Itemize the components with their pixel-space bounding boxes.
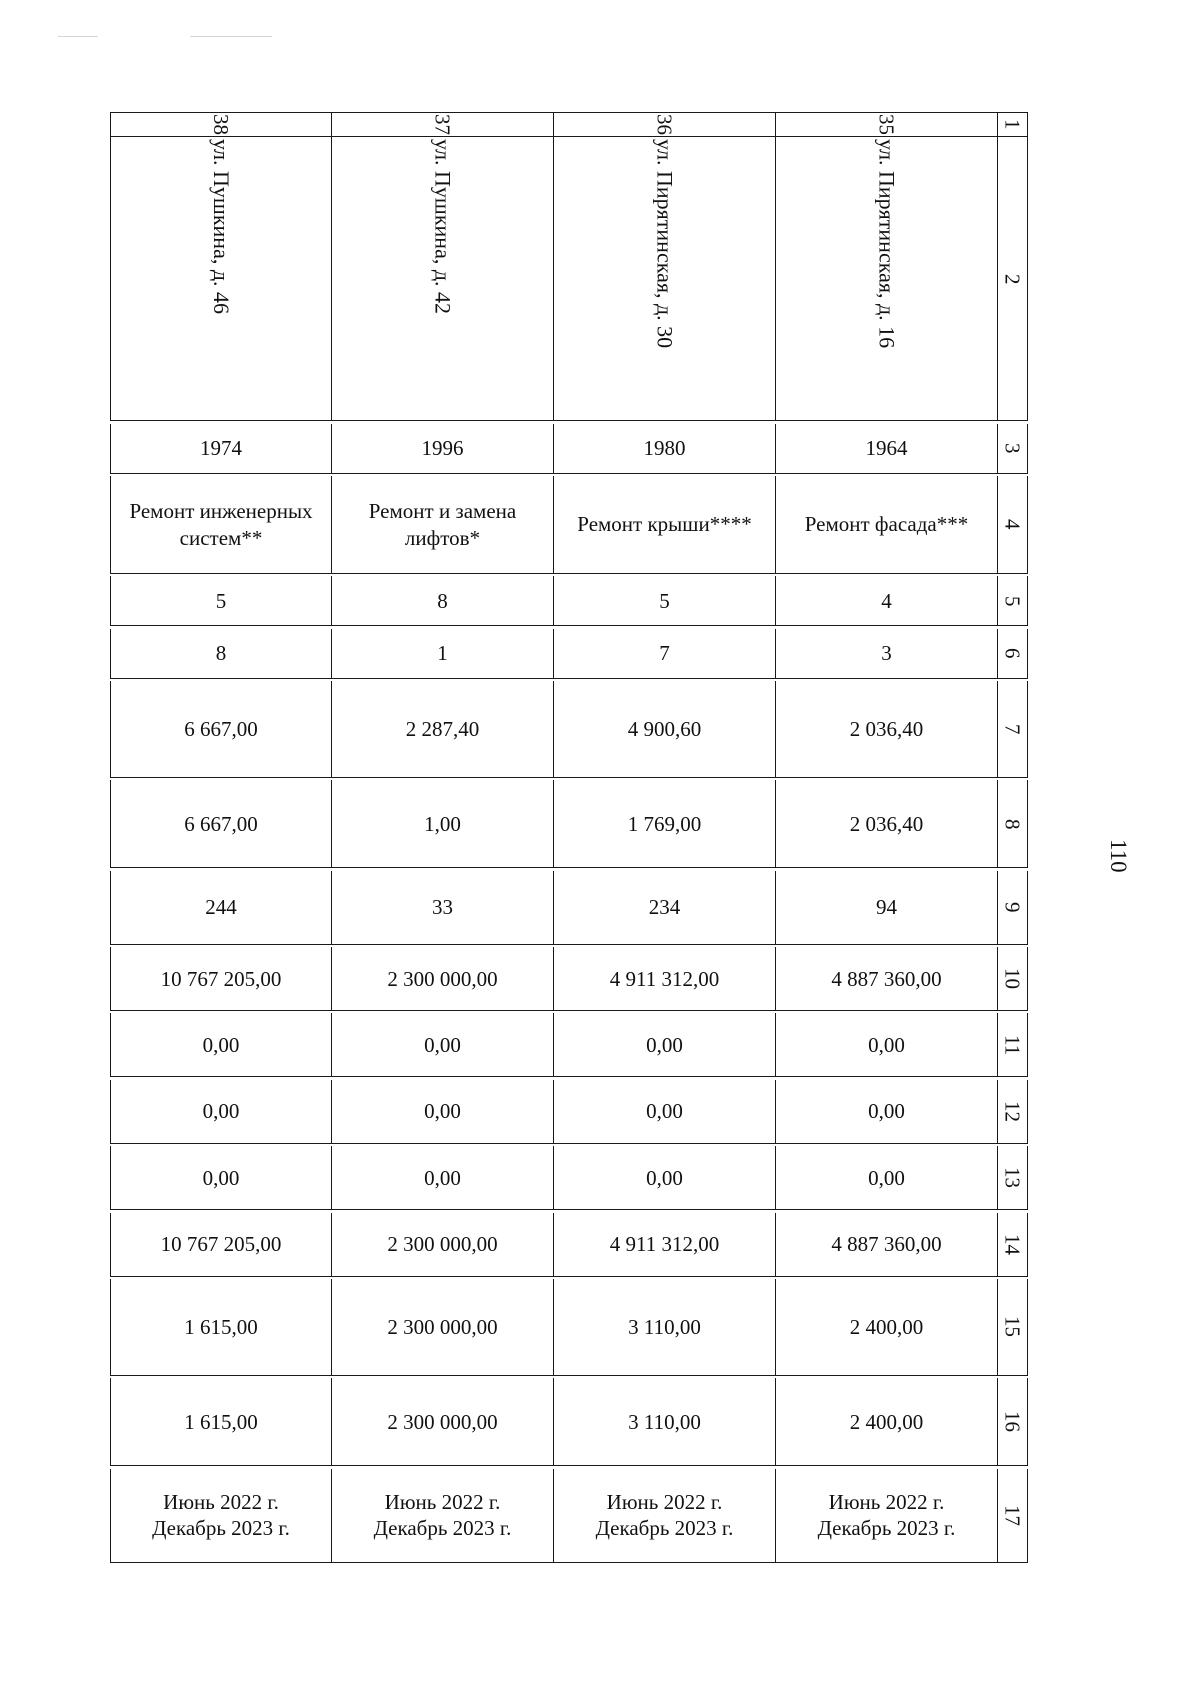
year: 1996	[421, 436, 464, 461]
column-number-cell	[998, 629, 1028, 679]
cell-value: 0,00	[202, 1165, 240, 1190]
cell-value: 0,00	[424, 1099, 461, 1124]
value-cell	[332, 629, 554, 679]
period-end: Декабрь 2023 г.	[817, 1516, 956, 1541]
period-end: Декабрь 2023 г.	[152, 1516, 290, 1541]
address: ул. Пирятинская, д. 30	[652, 139, 678, 349]
value-cell	[110, 1378, 332, 1466]
value-cell	[110, 576, 332, 626]
cell-value: 0,00	[868, 1165, 905, 1190]
column-number-cell	[998, 1080, 1028, 1144]
column-number: 13	[1000, 1167, 1025, 1189]
cell-value: 1 615,00	[184, 1314, 258, 1339]
year-cell	[776, 424, 998, 474]
value-cell	[332, 576, 554, 626]
value-cell	[776, 1279, 998, 1376]
cell-value: 33	[432, 895, 453, 920]
cell-value: 0,00	[646, 1032, 683, 1057]
period-start: Июнь 2022 г.	[163, 1489, 279, 1514]
value-cell	[332, 1279, 554, 1376]
value-cell	[776, 629, 998, 679]
year: 1980	[643, 436, 686, 461]
column-number: 17	[1000, 1504, 1025, 1526]
column-number: 12	[1000, 1100, 1025, 1122]
year-cell	[110, 424, 332, 474]
cell-value: 0,00	[424, 1165, 461, 1190]
value-cell	[776, 1378, 998, 1466]
entry-number-cell	[554, 112, 776, 137]
value-cell	[332, 780, 554, 868]
value-cell	[554, 871, 776, 945]
value-cell	[554, 947, 776, 1011]
column-number-cell	[998, 1469, 1028, 1563]
value-cell	[332, 1013, 554, 1077]
column-number-cell	[998, 871, 1028, 945]
period-cell	[554, 1469, 776, 1563]
value-cell	[554, 1013, 776, 1077]
scan-artifact	[58, 36, 98, 37]
scan-artifact	[190, 36, 272, 37]
entry-number-cell	[776, 112, 998, 137]
column-number-cell	[998, 112, 1028, 137]
cell-value: 0,00	[868, 1032, 905, 1057]
work-type: Ремонт фасада***	[804, 512, 969, 537]
cell-value: 0,00	[424, 1032, 461, 1057]
period-cell	[776, 1469, 998, 1563]
column-number-cell	[998, 780, 1028, 868]
cell-value: 0,00	[202, 1099, 240, 1124]
value-cell	[776, 1213, 998, 1277]
work-type: Ремонт и замена лифтов*	[368, 499, 517, 550]
value-cell	[554, 576, 776, 626]
year: 1974	[200, 436, 242, 461]
period-cell	[332, 1469, 554, 1563]
cell-value: 6 667,00	[184, 811, 258, 836]
column-number: 5	[1000, 595, 1025, 607]
work-type: Ремонт крыши****	[577, 512, 752, 537]
entry-number-cell	[332, 112, 554, 137]
cell-value: 234	[648, 895, 681, 920]
value-cell	[332, 871, 554, 945]
value-cell	[554, 1378, 776, 1466]
value-cell	[554, 1213, 776, 1277]
column-number: 11	[1000, 1034, 1025, 1056]
value-cell	[776, 1013, 998, 1077]
column-number: 9	[1000, 902, 1025, 913]
page-number: 110	[1106, 839, 1131, 873]
value-cell	[332, 681, 554, 778]
cell-value: 10 767 205,00	[160, 1231, 282, 1256]
cell-value: 3 110,00	[628, 1314, 701, 1339]
address-cell	[554, 137, 776, 421]
cell-value: 94	[876, 895, 897, 920]
column-number-cell	[998, 947, 1028, 1011]
column-number: 10	[1000, 968, 1025, 990]
cell-value: 3	[881, 641, 892, 666]
column-number-cell	[998, 1146, 1028, 1210]
cell-value: 4 900,60	[627, 716, 702, 741]
column-number-cell	[998, 1279, 1028, 1376]
value-cell	[554, 1146, 776, 1210]
value-cell	[110, 780, 332, 868]
cell-value: 10 767 205,00	[160, 966, 282, 991]
value-cell	[554, 681, 776, 778]
column-number: 2	[1000, 273, 1025, 285]
value-cell	[776, 576, 998, 626]
cell-value: 1 615,00	[184, 1409, 258, 1434]
column-number-cell	[998, 1013, 1028, 1077]
cell-value: 4 911 312,00	[609, 1231, 720, 1256]
column-number-cell	[998, 576, 1028, 626]
cell-value: 1	[437, 641, 448, 666]
period-end: Декабрь 2023 г.	[373, 1516, 512, 1541]
cell-value: 2 300 000,00	[387, 966, 498, 991]
value-cell	[110, 1013, 332, 1077]
column-number: 14	[1000, 1233, 1025, 1255]
work-type-cell	[332, 476, 554, 574]
cell-value: 5	[215, 588, 227, 613]
period-end: Декабрь 2023 г.	[595, 1516, 734, 1541]
value-cell	[110, 681, 332, 778]
value-cell	[110, 1146, 332, 1210]
value-cell	[332, 1378, 554, 1466]
cell-value: 1 769,00	[627, 811, 702, 836]
value-cell	[332, 1080, 554, 1144]
year: 1964	[865, 436, 908, 461]
entry-number: 35	[874, 114, 899, 136]
year-cell	[332, 424, 554, 474]
value-cell	[554, 1279, 776, 1376]
cell-value: 2 036,40	[849, 811, 924, 836]
value-cell	[110, 1080, 332, 1144]
column-number: 7	[1000, 723, 1025, 735]
address: ул. Пушкина, д. 42	[430, 139, 456, 315]
cell-value: 2 300 000,00	[387, 1409, 498, 1434]
column-number: 15	[1000, 1316, 1025, 1338]
cell-value: 5	[659, 588, 670, 613]
entry-number: 36	[652, 114, 677, 136]
value-cell	[332, 947, 554, 1011]
cell-value: 8	[215, 641, 227, 666]
column-number: 16	[1000, 1411, 1025, 1433]
value-cell	[110, 1213, 332, 1277]
address-cell	[110, 137, 332, 421]
value-cell	[554, 1080, 776, 1144]
cell-value: 0,00	[646, 1165, 683, 1190]
cell-value: 244	[205, 895, 237, 920]
work-type-cell	[110, 476, 332, 574]
entry-number: 38	[209, 114, 234, 136]
value-cell	[776, 871, 998, 945]
cell-value: 1,00	[424, 811, 461, 836]
value-cell	[776, 1146, 998, 1210]
cell-value: 4	[881, 588, 892, 613]
value-cell	[776, 681, 998, 778]
work-type: Ремонт инженерных систем**	[129, 499, 313, 550]
address: ул. Пирятинская, д. 16	[874, 139, 900, 349]
column-number: 1	[1000, 119, 1025, 130]
column-number: 3	[1000, 442, 1025, 454]
column-number-cell	[998, 476, 1028, 574]
value-cell	[110, 629, 332, 679]
value-cell	[110, 871, 332, 945]
address-cell	[332, 137, 554, 421]
value-cell	[332, 1213, 554, 1277]
year-cell	[554, 424, 776, 474]
column-number: 8	[1000, 818, 1025, 830]
entry-number: 37	[430, 114, 455, 136]
period-cell	[110, 1469, 332, 1563]
value-cell	[110, 1279, 332, 1376]
cell-value: 0,00	[202, 1032, 240, 1057]
value-cell	[776, 947, 998, 1011]
cell-value: 2 300 000,00	[387, 1231, 498, 1256]
address-cell	[776, 137, 998, 421]
capital-repair-table	[110, 112, 1028, 1565]
period-start: Июнь 2022 г.	[384, 1489, 501, 1514]
cell-value: 2 300 000,00	[387, 1314, 498, 1339]
column-number-cell	[998, 137, 1028, 421]
value-cell	[554, 629, 776, 679]
cell-value: 2 287,40	[405, 716, 480, 741]
period-start: Июнь 2022 г.	[606, 1489, 723, 1514]
cell-value: 4 887 360,00	[831, 966, 942, 991]
value-cell	[776, 780, 998, 868]
column-number-cell	[998, 1378, 1028, 1466]
cell-value: 3 110,00	[628, 1409, 701, 1434]
column-number-cell	[998, 424, 1028, 474]
cell-value: 0,00	[646, 1099, 683, 1124]
cell-value: 2 036,40	[849, 716, 924, 741]
cell-value: 2 400,00	[849, 1409, 924, 1434]
value-cell	[776, 1080, 998, 1144]
work-type-cell	[776, 476, 998, 574]
column-number: 4	[1000, 519, 1025, 530]
cell-value: 0,00	[868, 1099, 905, 1124]
value-cell	[332, 1146, 554, 1210]
period-start: Июнь 2022 г.	[828, 1489, 945, 1514]
cell-value: 2 400,00	[849, 1314, 924, 1339]
column-number: 6	[1000, 647, 1025, 659]
work-type-cell	[554, 476, 776, 574]
entry-number-cell	[110, 112, 332, 137]
value-cell	[110, 947, 332, 1011]
cell-value: 4 911 312,00	[609, 966, 720, 991]
column-number-cell	[998, 681, 1028, 778]
cell-value: 8	[437, 588, 448, 613]
value-cell	[554, 780, 776, 868]
column-number-cell	[998, 1213, 1028, 1277]
cell-value: 7	[659, 641, 670, 666]
cell-value: 4 887 360,00	[831, 1231, 942, 1256]
cell-value: 6 667,00	[184, 716, 258, 741]
address: ул. Пушкина, д. 46	[208, 139, 234, 315]
